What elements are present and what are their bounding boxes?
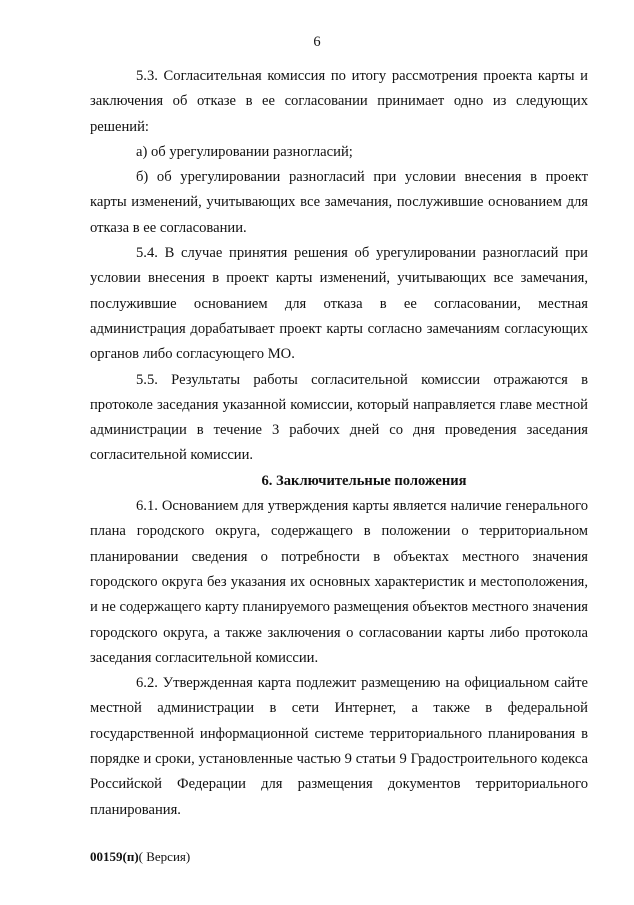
paragraph-5-3: 5.3. Согласительная комиссия по итогу рассмотрения проекта карты и заключения об отказе в ее согласовании принимает одно из следующих решений: — [90, 68, 588, 135]
document-code: 00159(п) — [90, 849, 139, 864]
paragraph-5-5: 5.5. Результаты работы согласительной комиссии отражаются в протоколе заседания указанной комиссии, который направляется главе местной администрации в течение 3 рабочих дней со дня проведения заседания согласительной комиссии. — [90, 371, 588, 464]
paragraph-5-3-b: б) об урегулировании разногласий при условии внесения в проект карты изменений, учитывающих все замечания, послужившие основанием для отказа в ее согласовании. — [90, 169, 588, 236]
page-number: 6 — [313, 34, 321, 50]
document-version: ( Версия) — [138, 849, 191, 864]
document-footer-code — [90, 849, 190, 865]
document-body — [90, 64, 588, 823]
paragraph-6-2: 6.2. Утвержденная карта подлежит размещению на официальном сайте местной администрации в сети Интернет, а также в федеральной государственной информационной системе территориального планирования в порядке и сроки, установленные частью 9 статьи 9 Градостроительного кодекса Российской Федерации для размещения документов территориального планирования. — [90, 675, 588, 818]
paragraph-5-3-a: а) об урегулировании разногласий; — [136, 143, 353, 160]
paragraph-6-1: 6.1. Основанием для утверждения карты является наличие генерального плана городского округа, содержащего в положении о территориальном планировании сведения о потребности в объектах местного значения городского округа без указания их основных характеристик и местоположения, и не содержащего карту планируемого размещения объектов местного значения городского округа, а также заключения о согласовании карты либо протокола заседания согласительной комиссии. — [90, 498, 588, 666]
section-heading-6: 6. Заключительные положения — [261, 472, 467, 489]
paragraph-5-4: 5.4. В случае принятия решения об урегулировании разногласий при условии внесения в проект карты изменений, учитывающих все замечания, послужившие основанием для отказа в ее согласовании, местная администрация дорабатывает проект карты согласно замечаниям согласующих органов либо согласующего МО. — [90, 245, 588, 363]
